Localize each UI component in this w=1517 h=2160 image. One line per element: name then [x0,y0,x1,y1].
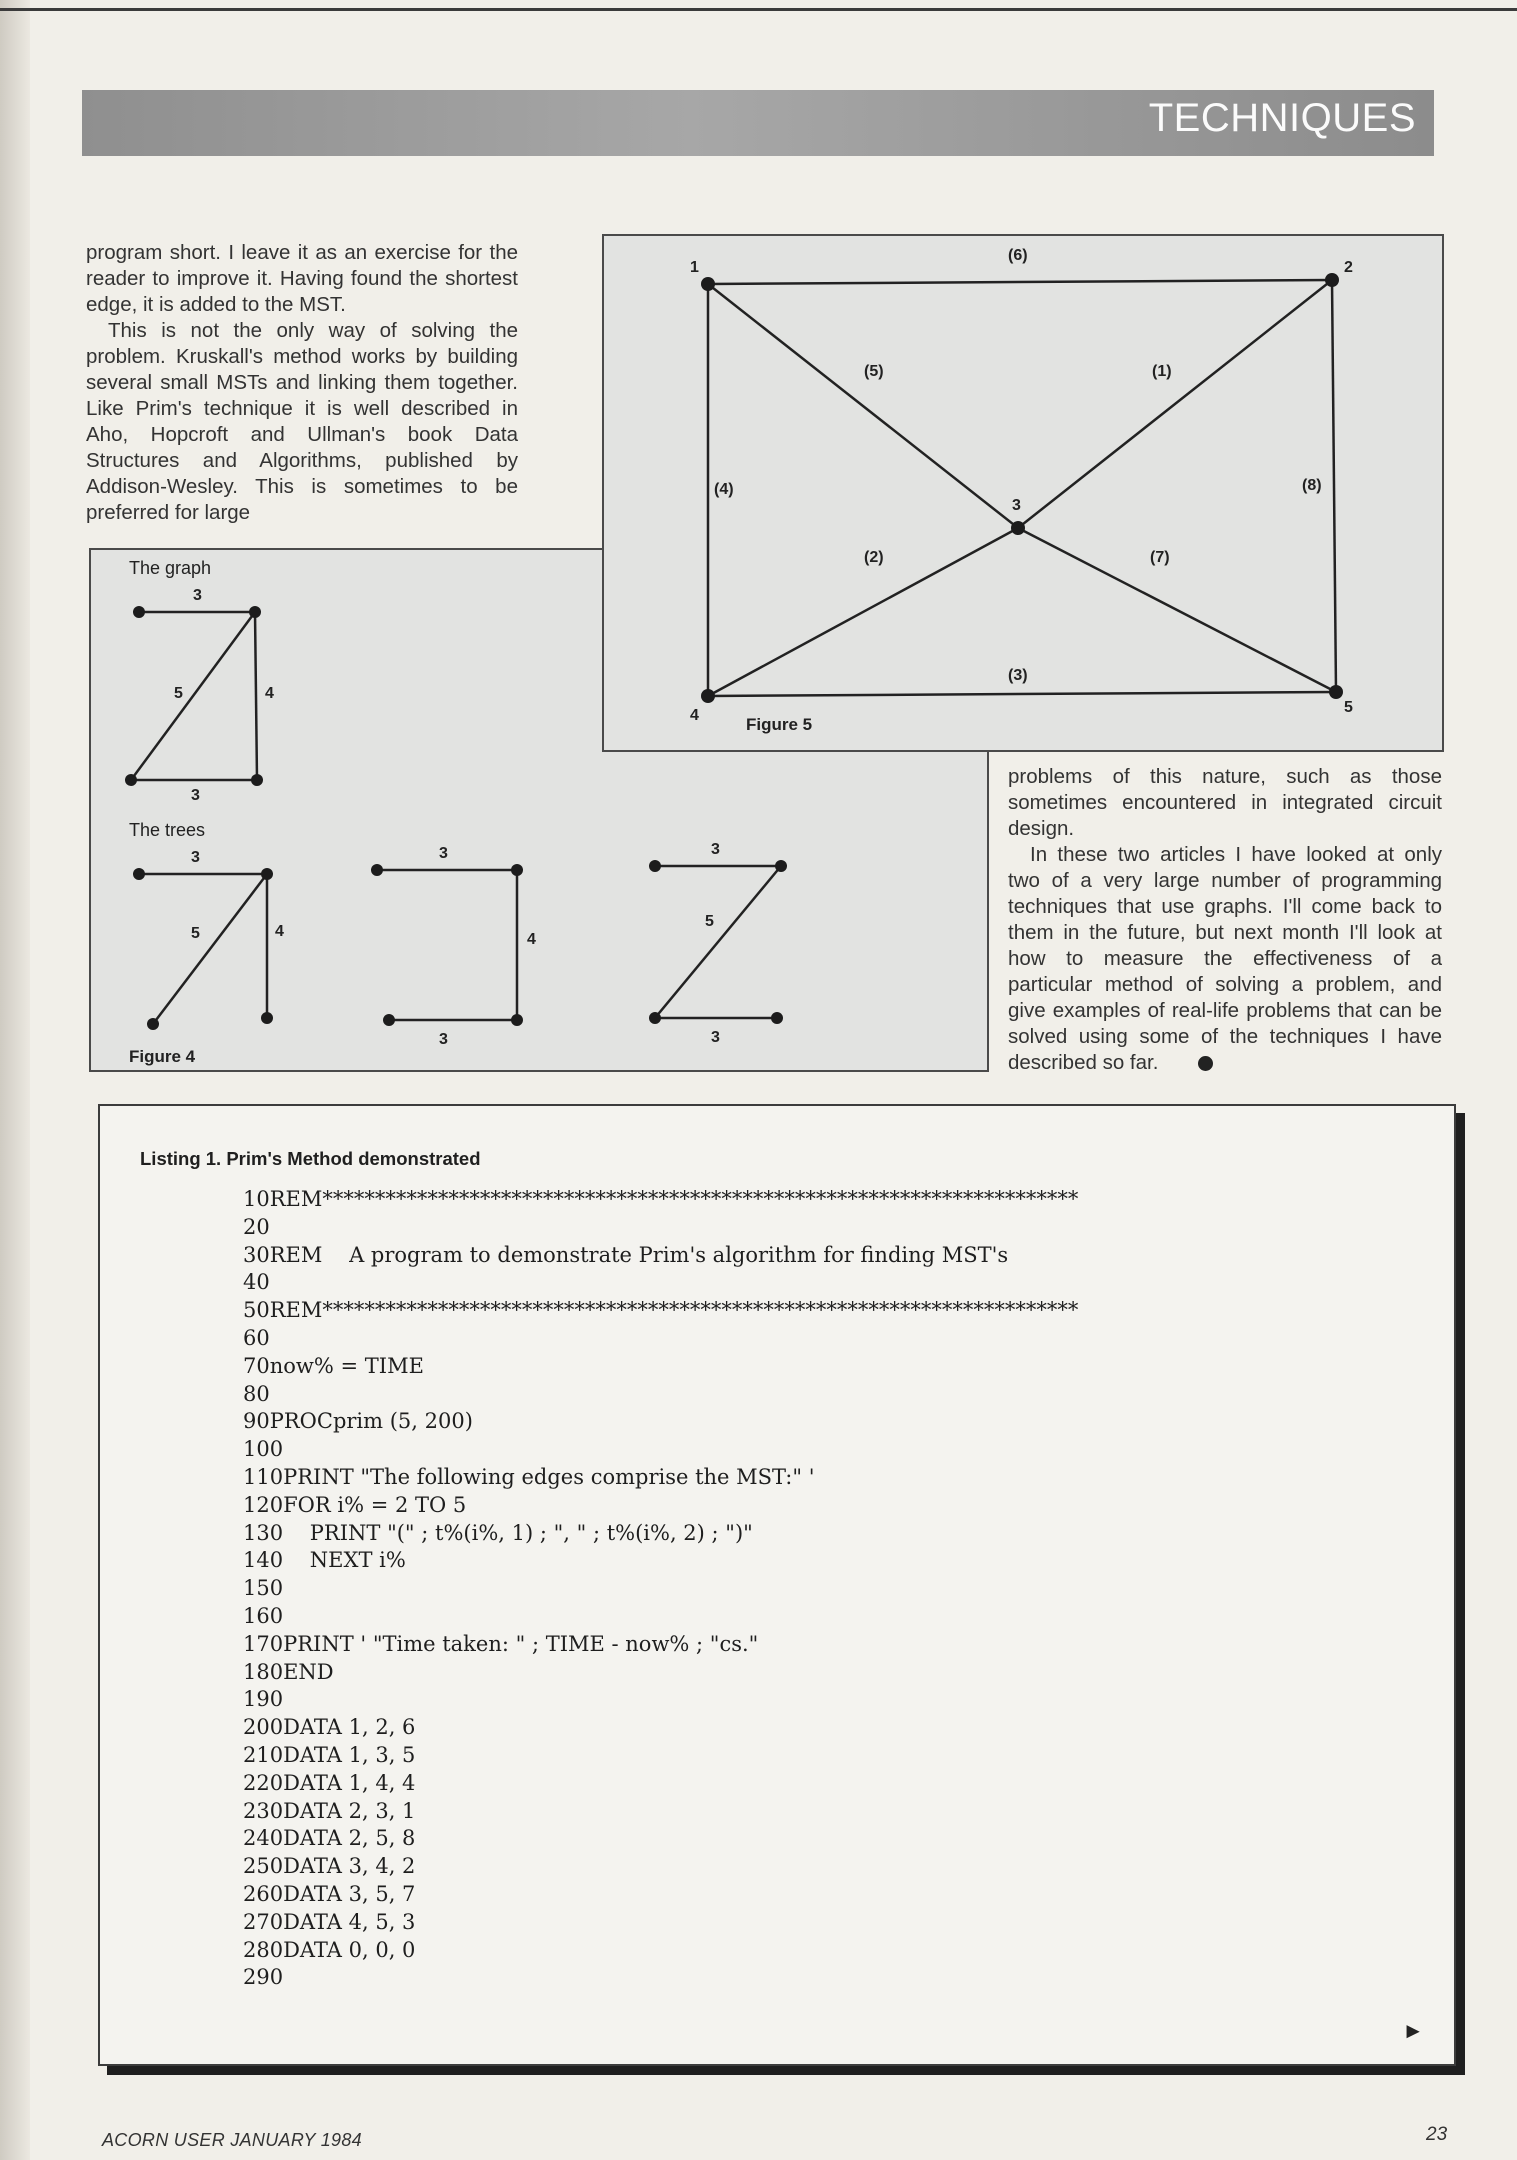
weight-label: 5 [705,913,714,930]
footer-publication: ACORN USER JANUARY 1984 [102,2130,362,2150]
tree-node [775,860,787,872]
code-line: 180END [243,1659,334,1684]
tree-node [649,860,661,872]
figure-4-caption: Figure 4 [129,1047,196,1066]
edge-4-5 [708,692,1336,696]
edge-3-5 [1018,528,1336,692]
code-line: 110PRINT "The following edges comprise the MST:" ' [243,1464,815,1489]
edge-label: (8) [1302,477,1322,494]
vertex-5 [1329,685,1343,699]
tree-node [511,1014,523,1026]
vertex-label-2: 2 [1344,259,1353,276]
code-line: 20 [243,1214,270,1239]
top-rule [0,8,1517,11]
code-line: 160 [243,1603,284,1628]
tree1-edge-diagonal [153,874,267,1024]
code-line: 150 [243,1576,284,1601]
code-line: 120FOR i% = 2 TO 5 [243,1492,467,1517]
weight-label: 3 [711,1029,720,1046]
code-line: 170PRINT ' "Time taken: " ; TIME - now% ; "cs." [243,1631,759,1656]
edge-3-4 [708,528,1018,696]
graph-node [125,774,137,786]
vertex-1 [701,277,715,291]
end-of-article-bullet-icon [1198,1056,1213,1071]
graph-edge-diagonal [131,612,255,780]
code-line: 260DATA 3, 5, 7 [243,1881,416,1906]
right-paragraph-2: In these two articles I have looked at only two of a very large number of programming techniques that use graphs. I'll come back to them in the future, but next month I'll look at how to measure the effectiveness of a particular method of solving a problem, and give examples of real-life problems that can be solved using some of the techniques I have described so far. [1008,843,1442,1074]
weight-label: 5 [191,925,200,942]
vertex-2 [1325,273,1339,287]
tree-node [261,1012,273,1024]
code-line: 220DATA 1, 4, 4 [243,1770,416,1795]
vertex-label-4: 4 [690,707,699,724]
weight-label: 3 [193,587,202,604]
weight-label: 3 [439,845,448,862]
code-line: 140 NEXT i% [243,1548,406,1573]
tree-node [133,868,145,880]
code-line: 30REM A program to demonstrate Prim's algorithm for finding MST's [243,1242,1009,1267]
listing-title: Listing 1. Prim's Method demonstrated [140,1148,481,1169]
code-line: 200DATA 1, 2, 6 [243,1715,416,1740]
figure-5-diagram [604,236,1442,750]
code-line: 40 [243,1270,270,1295]
code-line: 190 [243,1687,284,1712]
graph-edge-right [255,612,257,780]
code-line: 50REM************************************************************************ [243,1298,1079,1323]
right-text-column [1008,764,1442,1076]
edge-label: (5) [864,363,884,380]
graph-node [133,606,145,618]
code-line: 70now% = TIME [243,1353,424,1378]
section-title: TECHNIQUES [1148,96,1416,140]
tree-node [383,1014,395,1026]
graph-label: The graph [129,558,212,578]
edge-1-2 [708,280,1332,284]
vertex-label-3: 3 [1012,497,1021,514]
code-line: 250DATA 3, 4, 2 [243,1854,416,1879]
weight-label: 3 [191,787,200,804]
tree-node [511,864,523,876]
code-line: 230DATA 2, 3, 1 [243,1798,416,1823]
graph-node [249,606,261,618]
edge-label: (2) [864,549,884,566]
edge-label: (4) [714,481,734,498]
listing-box [98,1104,1456,2066]
weight-label: 5 [174,685,183,702]
vertex-label-5: 5 [1344,699,1353,716]
code-line: 80 [243,1381,270,1406]
weight-label: 3 [711,841,720,858]
trees-label: The trees [129,820,206,840]
edge-label: (3) [1008,667,1028,684]
code-listing [243,1186,1078,1992]
edge-label: (7) [1150,549,1170,566]
section-header-band [82,90,1434,156]
tree-node [771,1012,783,1024]
figure-5-caption: Figure 5 [746,715,813,734]
graph-node [251,774,263,786]
code-line: 10REM************************************************************************ [243,1187,1079,1211]
code-line: 240DATA 2, 5, 8 [243,1826,416,1851]
left-paragraph-1: program short. I leave it as an exercise for the reader to improve it. Having found the shortest edge, it is added to the MST. [86,241,518,316]
page-number: 23 [1426,2124,1448,2145]
weight-label: 4 [275,923,284,940]
code-line: 130 PRINT "(" ; t%(i%, 1) ; ", " ; t%(i%, 2) ; ")" [243,1520,753,1545]
code-line: 280DATA 0, 0, 0 [243,1937,416,1962]
code-line: 90PROCprim (5, 200) [243,1409,473,1434]
tree-node [649,1012,661,1024]
continue-arrow-icon: ► [1402,2018,1424,2043]
figure-5-panel [602,234,1444,752]
code-line: 60 [243,1325,270,1350]
right-paragraph-2-wrap [1008,842,1442,1076]
vertex-label-1: 1 [690,259,699,276]
edge-1-3 [708,284,1018,528]
right-paragraph-1: problems of this nature, such as those sometimes encountered in integrated circuit design. [1008,765,1442,840]
edge-label: (1) [1152,363,1172,380]
tree-node [261,868,273,880]
code-line: 100 [243,1437,284,1462]
code-line: 270DATA 4, 5, 3 [243,1909,416,1934]
edge-label: (6) [1008,247,1028,264]
weight-label: 4 [527,931,536,948]
weight-label: 3 [439,1031,448,1048]
weight-label: 3 [191,849,200,866]
vertex-4 [701,689,715,703]
tree-node [147,1018,159,1030]
vertex-3 [1011,521,1025,535]
edge-2-5 [1332,280,1336,692]
left-text-column [86,240,518,526]
tree3-edge-diagonal [655,866,781,1018]
weight-label: 4 [265,685,274,702]
left-paragraph-2: This is not the only way of solving the problem. Kruskall's method works by building several small MSTs and linking them together. Like Prim's technique it is well described in Aho, Hopcroft and Ullman's book Data Structures and Algorithms, published by Addison-Wesley. This is sometimes to be preferred for large [86,319,518,524]
code-line: 210DATA 1, 3, 5 [243,1742,416,1767]
edge-2-3 [1018,280,1332,528]
page-gutter-shadow [0,0,30,2160]
code-line: 290 [243,1965,284,1990]
tree-node [371,864,383,876]
